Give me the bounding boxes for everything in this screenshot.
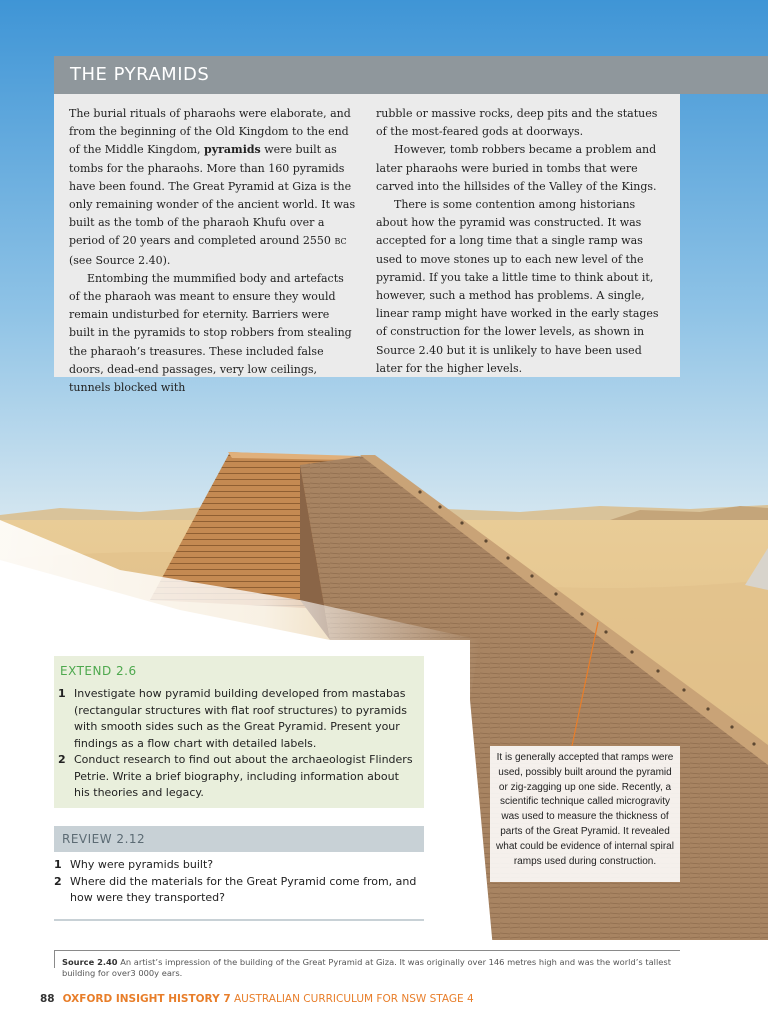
caption-tick bbox=[54, 950, 55, 968]
caption-text: An artist’s impression of the building of the Great Pyramid at Giza. It was originally over 146 metres high and was the world’s tallest building for over3 000y ears. bbox=[62, 957, 671, 978]
figure-caption bbox=[62, 957, 674, 979]
caption-label: Source 2.40 bbox=[62, 957, 118, 967]
illustration-callout bbox=[490, 746, 680, 882]
review-divider bbox=[54, 919, 424, 921]
extend-box bbox=[54, 656, 424, 808]
text-column-1 bbox=[69, 105, 357, 397]
page-footer bbox=[40, 993, 474, 1005]
paragraph-3: rubble or massive rocks, deep pits and the statues of the most-feared gods at doorways. bbox=[376, 107, 658, 139]
extend-list bbox=[58, 686, 418, 802]
list-item: 1 Why were pyramids built? bbox=[54, 858, 214, 871]
text-column-2 bbox=[376, 105, 668, 378]
review-heading: REVIEW 2.12 bbox=[62, 832, 146, 846]
page-title: THE PYRAMIDS bbox=[70, 64, 210, 85]
paragraph-2: Entombing the mummified body and artefacts of the pharaoh was meant to ensure they would remain undisturbed for eternity. Barriers were built in the pyramids to stop robbers from stealing the pharaoh’s treasures. These included false doors, dead-end passages, very low ceilings, tunnels blocked with bbox=[69, 271, 352, 395]
body-text-box bbox=[54, 94, 680, 395]
callout-text: It is generally accepted that ramps were used, possibly built around the pyramid or zig-zagging up one side. Recently, a scientific technique called microgravity was used to measure the thickness of parts of the Great Pyramid. It revealed what could be evidence of internal spiral ramps used during construction. bbox=[496, 752, 674, 867]
paragraph-4: However, tomb robbers became a problem and later pharaohs were buried in tombs that were carved into the hillsides of the Valley of the Kings. bbox=[376, 143, 657, 193]
section-title-bar bbox=[54, 56, 768, 94]
extend-heading: EXTEND 2.6 bbox=[60, 664, 137, 678]
caption-divider bbox=[54, 950, 680, 951]
review-list bbox=[54, 857, 424, 907]
list-item: 2 Conduct research to find out about the archaeologist Flinders Petrie. Write a brief biography, including information about his theories and legacy. bbox=[58, 753, 413, 799]
list-item: 2 Where did the materials for the Great Pyramid come from, and how were they transported? bbox=[54, 874, 417, 904]
page-number: 88 bbox=[40, 993, 55, 1005]
paragraph-5: There is some contention among historians about how the pyramid was constructed. It was accepted for a long time that a single ramp was used to move stones up to each new level of the pyramid. If you take a little time to think about it, however, such a method has problems. A single, linear ramp might have worked in the early stages of construction for the lower levels, as shown in Source 2.40 but it is unlikely to have been used later for the higher levels. bbox=[376, 198, 659, 375]
review-heading-bar bbox=[54, 826, 424, 852]
book-subtitle: AUSTRALIAN CURRICULUM FOR NSW STAGE 4 bbox=[230, 993, 474, 1005]
keyword-pyramids: pyramids bbox=[204, 143, 261, 157]
book-title: OXFORD INSIGHT HISTORY 7 bbox=[62, 993, 231, 1005]
list-item: 1 Investigate how pyramid building developed from mastabas (rectangular structures with flat roof structures) to pyramids with smooth sides such as the Great Pyramid. Present your findings as a flow chart with detailed labels. bbox=[58, 687, 407, 750]
paragraph-1: The burial rituals of pharaohs were elaborate, and from the beginning of the Old Kingdom to the end of the Middle Kingdom, pyramids were built as tombs for the pharaohs. More than 160 pyramids have been found. The Great Pyramid at Giza is the only remaining wonder of the ancient world. It was built as the tomb of the pharaoh Khufu over a period of 20 years and completed around 2550 BC (see Source 2.40). bbox=[69, 107, 356, 267]
